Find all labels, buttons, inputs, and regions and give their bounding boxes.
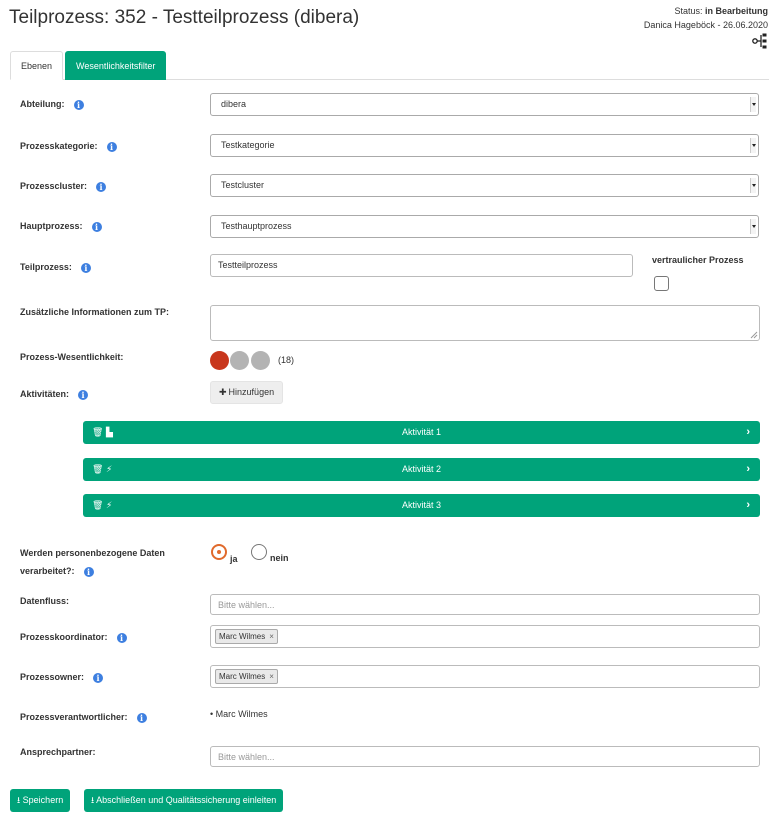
activity-label: Aktivität 1: [401, 427, 441, 437]
chevron-down-icon: [750, 178, 756, 193]
prozesscluster-label: Prozesscluster: i: [20, 181, 106, 192]
owner-label: Prozessowner: i: [20, 672, 103, 683]
add-activity-button[interactable]: ✚ Hinzufügen: [210, 381, 283, 404]
datenfluss-label: Datenfluss:: [20, 596, 70, 606]
process-tree-icon[interactable]: [752, 33, 768, 49]
info-icon[interactable]: i: [81, 263, 91, 273]
status-label: Status:: [674, 6, 703, 16]
resize-handle-icon[interactable]: [750, 331, 758, 339]
tab-wesentlichkeitsfilter[interactable]: Wesentlichkeitsfilter: [65, 51, 166, 80]
koordinator-select[interactable]: [210, 625, 760, 648]
zusatz-label: Zusätzliche Informationen zum TP:: [20, 307, 170, 317]
info-icon[interactable]: i: [117, 633, 127, 643]
rating-dot-gray: [230, 351, 249, 370]
user-tag: Marc Wilmes ×: [215, 629, 278, 644]
finish-button[interactable]: ⭳ Abschließen und Qualitätssicherung einleiten: [84, 789, 283, 812]
prozesskategorie-label: Prozesskategorie: i: [20, 141, 117, 152]
rating-dot-gray: [251, 351, 270, 370]
hauptprozess-select[interactable]: Testhauptprozess: [210, 215, 759, 238]
teilprozess-input[interactable]: Testteilprozess: [210, 254, 633, 277]
wesentlichkeit-rating: [210, 351, 310, 371]
activity-bar[interactable]: [83, 421, 760, 444]
page-title: Teilprozess: 352 - Testteilprozess (dibera): [9, 7, 360, 28]
personen-label: Werden personenbezogene Daten verarbeitet?: i: [20, 548, 165, 577]
bolt-icon: ⚡: [105, 464, 113, 474]
prozesskategorie-select[interactable]: Testkategorie: [210, 134, 759, 157]
owner-select[interactable]: [210, 665, 760, 688]
author-line: Danica Hageböck - 26.06.2020: [643, 20, 768, 30]
ansprechpartner-label: Ansprechpartner:: [20, 747, 96, 757]
info-icon[interactable]: i: [92, 222, 102, 232]
radio-ja[interactable]: [211, 544, 227, 560]
activity-label: Aktivität 3: [401, 500, 441, 510]
trash-icon[interactable]: 🗑: [92, 500, 104, 510]
radio-ja-label: ja: [230, 554, 238, 564]
teilprozess-label: Teilprozess: i: [20, 262, 91, 273]
remove-tag-icon[interactable]: ×: [269, 672, 274, 681]
user-tag: Marc Wilmes ×: [215, 669, 278, 684]
activity-label: Aktivität 2: [401, 464, 441, 474]
remove-tag-icon[interactable]: ×: [269, 632, 274, 641]
info-icon[interactable]: i: [107, 142, 117, 152]
datenfluss-select[interactable]: Bitte wählen...: [210, 594, 760, 615]
save-button[interactable]: ⭳ Speichern: [10, 789, 70, 812]
abteilung-label: Abteilung: i: [20, 99, 84, 110]
chevron-down-icon: [750, 138, 756, 153]
radio-nein-label: nein: [270, 553, 289, 563]
verantwortlicher-label: Prozessverantwortlicher: i: [20, 712, 147, 723]
bolt-icon: ⚡: [105, 500, 113, 510]
rating-count: (18): [278, 355, 295, 365]
download-icon: ⭳: [17, 795, 21, 805]
aktivitaeten-label: Aktivitäten: i: [20, 389, 88, 400]
zusatz-textarea[interactable]: [210, 305, 760, 341]
chevron-down-icon: [750, 219, 756, 234]
plus-icon: ✚: [219, 387, 227, 397]
info-icon[interactable]: i: [78, 390, 88, 400]
status-block: [644, 4, 768, 32]
vertraulich-checkbox[interactable]: [654, 276, 669, 291]
prozesscluster-select[interactable]: Testcluster: [210, 174, 759, 197]
person-icon: ▙: [105, 427, 113, 437]
radio-nein[interactable]: [251, 544, 267, 560]
chevron-right-icon: ›: [746, 499, 750, 511]
tab-ebenen[interactable]: Ebenen: [10, 51, 63, 80]
vertraulich-label: vertraulicher Prozess: [652, 255, 744, 265]
rating-dot-red: [210, 351, 229, 370]
trash-icon[interactable]: 🗑: [92, 464, 104, 474]
info-icon[interactable]: i: [84, 567, 94, 577]
info-icon[interactable]: i: [137, 713, 147, 723]
chevron-right-icon: ›: [746, 426, 750, 438]
activity-bar[interactable]: [83, 494, 760, 517]
koordinator-label: Prozesskoordinator: i: [20, 632, 127, 643]
wesentlichkeit-label: Prozess-Wesentlichkeit:: [20, 352, 124, 362]
info-icon[interactable]: i: [93, 673, 103, 683]
tab-bar: [10, 51, 769, 80]
ansprechpartner-select[interactable]: Bitte wählen...: [210, 746, 760, 767]
chevron-right-icon: ›: [746, 463, 750, 475]
download-icon: ⭳: [91, 795, 95, 805]
trash-icon[interactable]: 🗑: [92, 427, 104, 437]
status-value: in Bearbeitung: [704, 6, 768, 16]
info-icon[interactable]: i: [96, 182, 106, 192]
verantwortlicher-value: • Marc Wilmes: [210, 709, 268, 719]
hauptprozess-label: Hauptprozess: i: [20, 221, 102, 232]
abteilung-select[interactable]: dibera: [210, 93, 759, 116]
activity-bar[interactable]: [83, 458, 760, 481]
info-icon[interactable]: i: [74, 100, 84, 110]
chevron-down-icon: [750, 97, 756, 112]
